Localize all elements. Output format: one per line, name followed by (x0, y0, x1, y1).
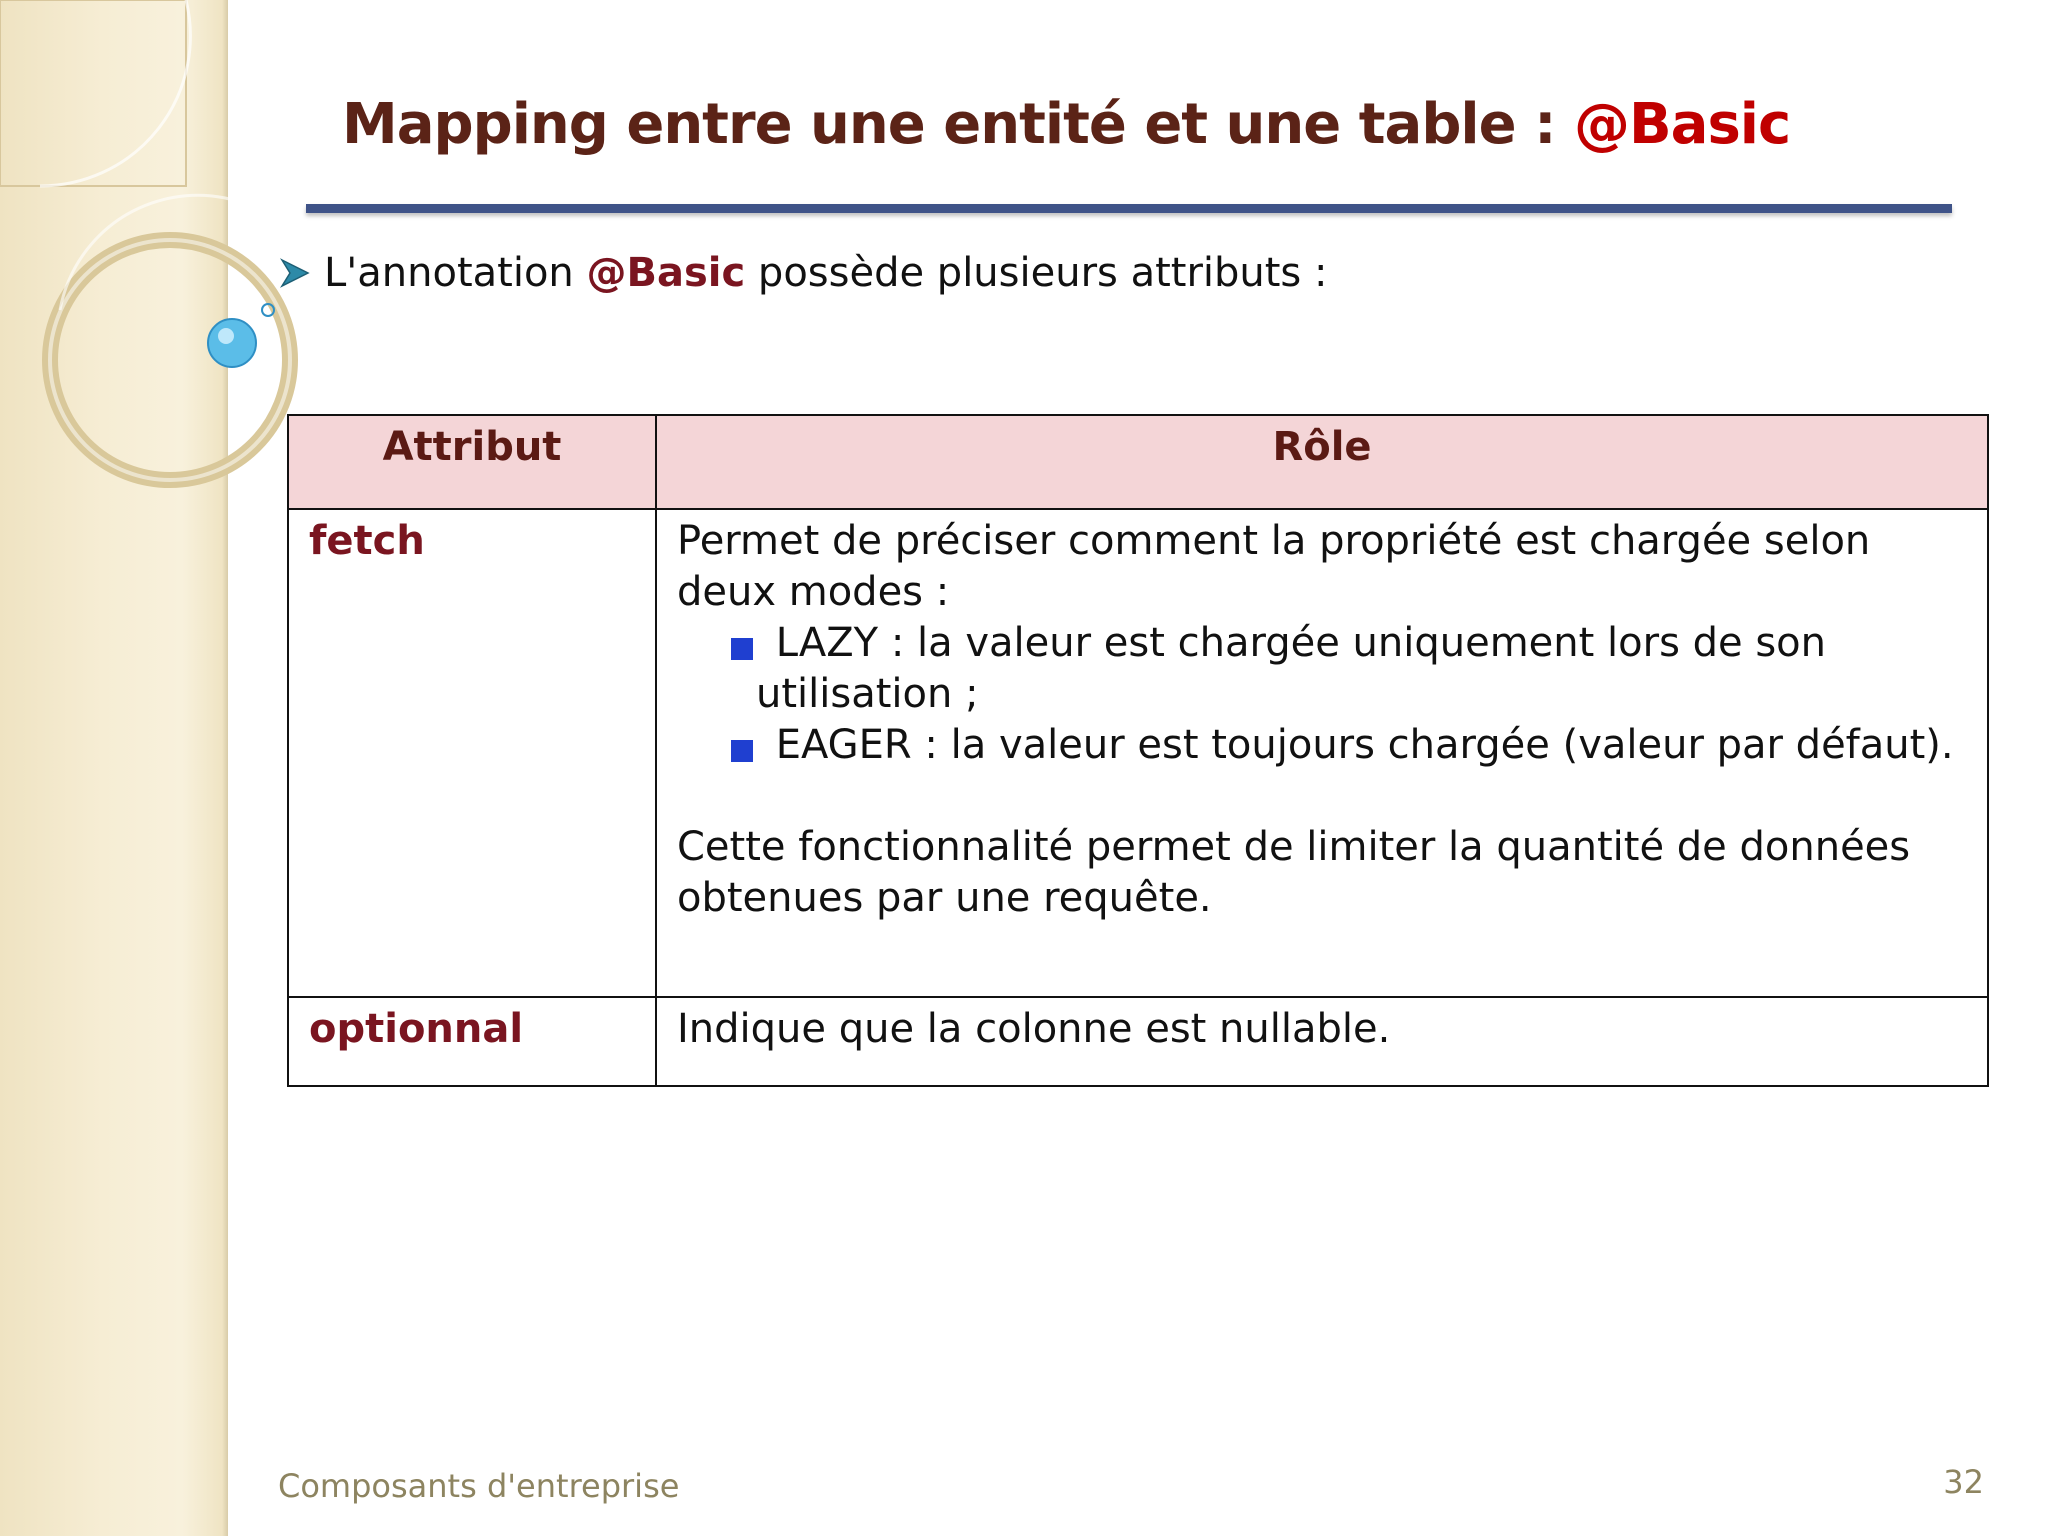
attribute-cell (288, 997, 656, 1086)
role-cell (656, 509, 1988, 997)
attribute-name: fetch (309, 518, 425, 564)
mode-item (677, 720, 1969, 771)
table-row (288, 509, 1988, 997)
square-bullet-icon (731, 638, 753, 660)
bullet-text-after: possède plusieurs attributs : (745, 250, 1328, 296)
table-header-row (288, 415, 1988, 509)
mode-text: LAZY : la valeur est chargée uniquement lors de son utilisation ; (756, 620, 1827, 717)
mode-item (677, 618, 1969, 720)
square-bullet-icon (731, 740, 753, 762)
role-intro: Indique que la colonne est nullable. (677, 1006, 1391, 1052)
bullet-text-before: L'annotation (324, 250, 587, 296)
decorative-circles-icon (0, 0, 300, 520)
title-accent: @Basic (1573, 92, 1791, 157)
spacer (677, 771, 1969, 822)
attribute-name: optionnal (309, 1006, 524, 1052)
title-underline (306, 204, 1952, 213)
role-note: Cette fonctionnalité permet de limiter la quantité de données obtenues par une requête. (677, 824, 1911, 921)
role-cell (656, 997, 1988, 1086)
intro-bullet (278, 250, 1327, 296)
mode-text: EAGER : la valeur est toujours chargée (valeur par défaut). (763, 722, 1954, 768)
footer-text: Composants d'entreprise (278, 1467, 680, 1505)
table-row (288, 997, 1988, 1086)
attributes-table (287, 414, 1989, 1087)
page-number: 32 (1943, 1463, 1984, 1501)
slide-title (342, 92, 1790, 157)
header-role: Rôle (656, 415, 1988, 509)
bullet-keyword: @Basic (586, 250, 746, 296)
role-intro: Permet de préciser comment la propriété est chargée selon deux modes : (677, 518, 1871, 615)
arrow-bullet-icon (278, 256, 312, 290)
attribute-cell (288, 509, 656, 997)
header-attribut: Attribut (288, 415, 656, 509)
title-prefix: Mapping entre une entité et une table : (342, 92, 1574, 157)
